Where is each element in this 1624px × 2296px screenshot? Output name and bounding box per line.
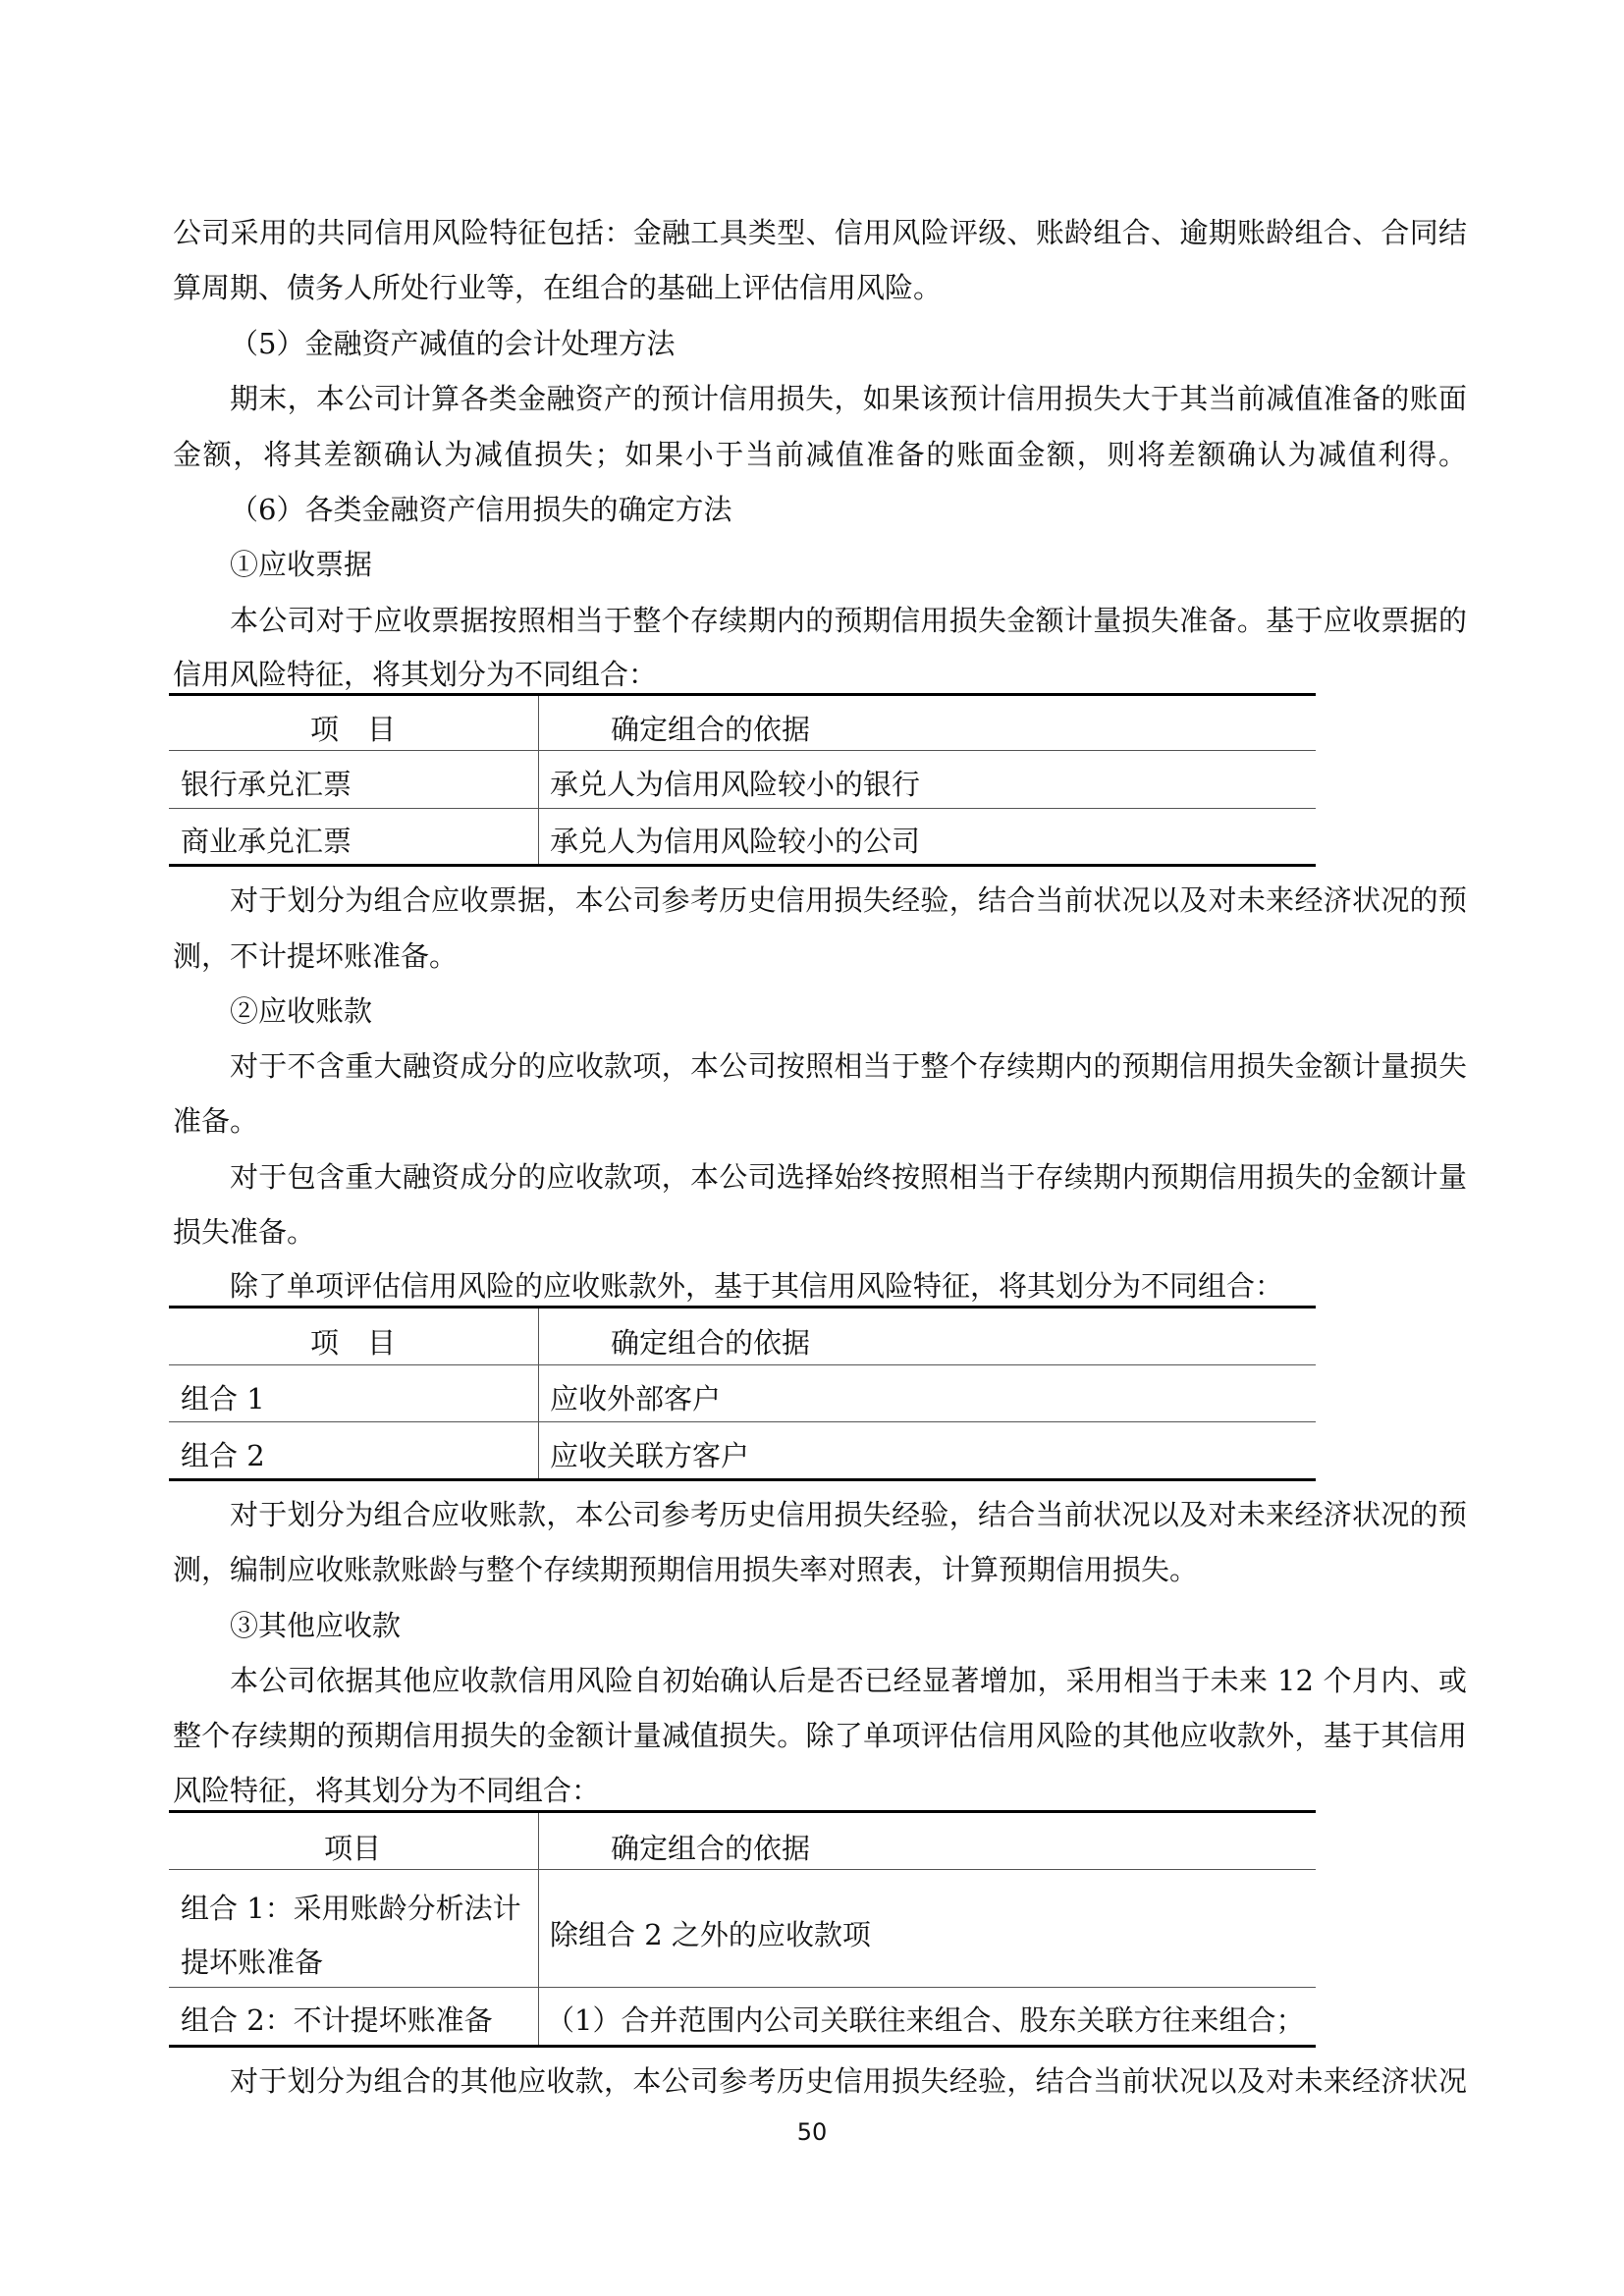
table-header-cell: 确定组合的依据 [611, 1326, 811, 1360]
table-cell: 商业承兑汇票 [181, 825, 352, 858]
paragraph-line: 对于不含重大融资成分的应收款项，本公司按照相当于整个存续期内的预期信用损失金额计量损失 [230, 1049, 1467, 1083]
section-heading: （5）金融资产减值的会计处理方法 [230, 327, 676, 360]
paragraph-line: 准备。 [173, 1104, 259, 1138]
table-column-divider [538, 1308, 539, 1478]
subsection-heading: ③其他应收款 [230, 1609, 402, 1642]
paragraph-line: 对于划分为组合的其他应收款，本公司参考历史信用损失经验，结合当前状况以及对未来经济状况 [230, 2064, 1467, 2098]
paragraph-line: 对于划分为组合应收票据，本公司参考历史信用损失经验，结合当前状况以及对未来经济状况的预 [230, 883, 1467, 917]
table-rule [169, 1478, 1316, 1481]
paragraph-line: 信用风险特征，将其划分为不同组合： [173, 658, 658, 691]
table-header-cell: 项 目 [310, 1326, 397, 1360]
paragraph-line: 本公司对于应收票据按照相当于整个存续期内的预期信用损失金额计量损失准备。基于应收票据的 [230, 604, 1467, 637]
table-column-divider [538, 1813, 539, 2045]
table-rule [169, 750, 1316, 751]
table-cell: 组合 1：采用账龄分析法计 [181, 1892, 521, 1925]
paragraph-line: 对于包含重大融资成分的应收款项，本公司选择始终按照相当于存续期内预期信用损失的金额计量 [230, 1160, 1467, 1194]
table-header-cell: 项 目 [310, 713, 397, 746]
paragraph-line: 损失准备。 [173, 1215, 316, 1249]
table-cell: 承兑人为信用风险较小的银行 [550, 768, 921, 801]
paragraph-line: 对于划分为组合应收账款，本公司参考历史信用损失经验，结合当前状况以及对未来经济状况的预 [230, 1498, 1467, 1531]
table-header-cell: 确定组合的依据 [611, 1832, 811, 1865]
paragraph-line: 期末，本公司计算各类金融资产的预计信用损失，如果该预计信用损失大于其当前减值准备的账面 [230, 382, 1467, 415]
paragraph-line: 测，编制应收账款账龄与整个存续期预期信用损失率对照表，计算预期信用损失。 [173, 1553, 1199, 1586]
table-cell: 应收外部客户 [550, 1382, 722, 1415]
table-cell: 组合 1 [181, 1382, 265, 1415]
paragraph-line: 公司采用的共同信用风险特征包括：金融工具类型、信用风险评级、账龄组合、逾期账龄组合、合同结 [173, 216, 1467, 249]
table-rule [169, 1421, 1316, 1422]
table-cell: 承兑人为信用风险较小的公司 [550, 825, 921, 858]
table-rule [169, 1306, 1316, 1308]
table-cell: 提坏账准备 [181, 1946, 324, 1979]
table-cell: 组合 2 [181, 1439, 265, 1472]
table-rule [169, 1364, 1316, 1365]
paragraph-line: 除了单项评估信用风险的应收账款外，基于其信用风险特征，将其划分为不同组合： [230, 1269, 1284, 1303]
table-header-cell: 项目 [324, 1832, 382, 1865]
paragraph-line: 测，不计提坏账准备。 [173, 939, 459, 973]
paragraph-line: 算周期、债务人所处行业等，在组合的基础上评估信用风险。 [173, 271, 943, 304]
paragraph-line: 整个存续期的预期信用损失的金额计量减值损失。除了单项评估信用风险的其他应收款外，基于其信用 [173, 1719, 1467, 1752]
table-cell: 应收关联方客户 [550, 1439, 750, 1472]
section-heading: （6）各类金融资产信用损失的确定方法 [230, 493, 732, 526]
table-cell: 除组合 2 之外的应收款项 [550, 1918, 871, 1951]
subsection-heading: ①应收票据 [230, 548, 373, 581]
table-cell: 组合 2：不计提坏账准备 [181, 2003, 493, 2037]
paragraph-line: 本公司依据其他应收款信用风险自初始确认后是否已经显著增加，采用相当于未来 12 个月内、或 [230, 1664, 1467, 1697]
table-header-cell: 确定组合的依据 [611, 713, 811, 746]
table-cell: （1）合并范围内公司关联往来组合、股东关联方往来组合； [546, 2003, 1305, 2037]
table-rule [169, 693, 1316, 696]
table-rule [169, 1869, 1316, 1870]
table-rule [169, 808, 1316, 809]
page-number: 50 [796, 2118, 828, 2146]
subsection-heading: ②应收账款 [230, 994, 373, 1028]
table-rule [169, 1987, 1316, 1988]
table-rule [169, 864, 1316, 867]
table-rule [169, 2045, 1316, 2048]
paragraph-line: 风险特征，将其划分为不同组合： [173, 1774, 601, 1807]
table-rule [169, 1810, 1316, 1813]
table-column-divider [538, 696, 539, 864]
paragraph-line: 金额，将其差额确认为减值损失；如果小于当前减值准备的账面金额，则将差额确认为减值利得。 [173, 438, 1467, 471]
table-cell: 银行承兑汇票 [181, 768, 352, 801]
